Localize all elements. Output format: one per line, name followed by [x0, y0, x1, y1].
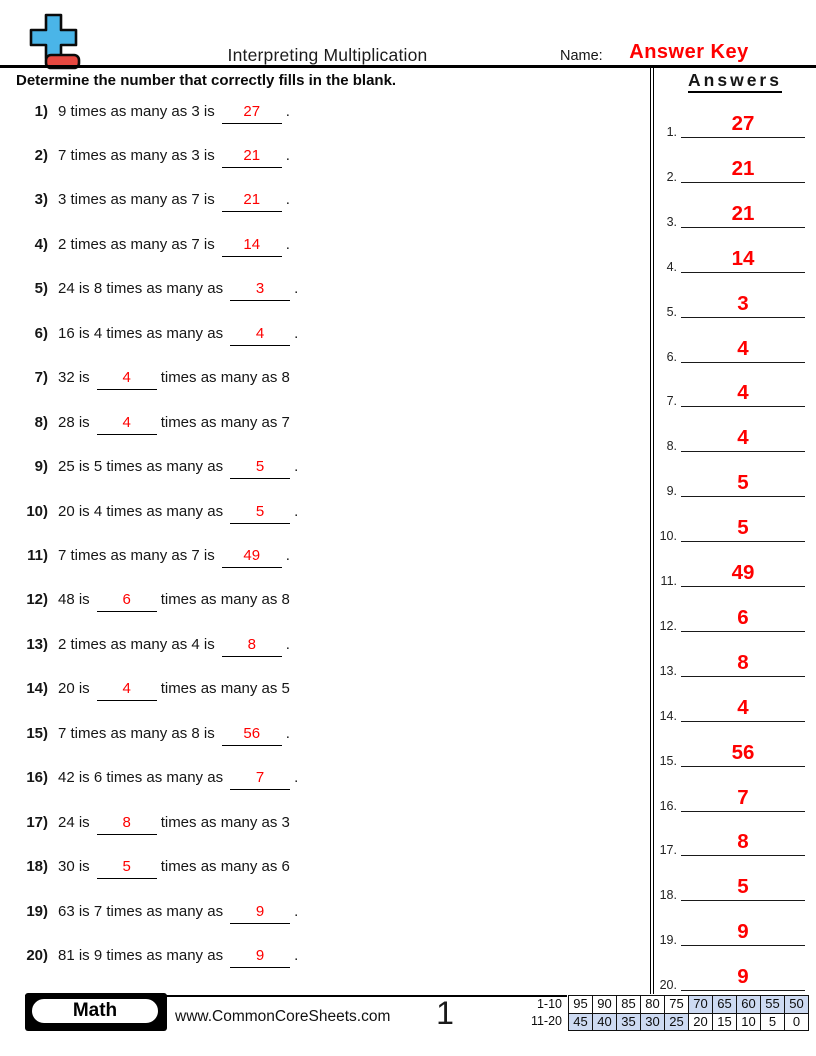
score-range-label: 11-20 — [530, 1014, 562, 1029]
answer-line — [681, 918, 805, 946]
question-row — [0, 190, 640, 212]
answer-blank — [97, 413, 157, 435]
answer-number: 7. — [666, 394, 677, 409]
answer-value: 27 — [731, 112, 755, 135]
answer-number: 19. — [659, 933, 677, 948]
answer-value: 3 — [737, 291, 749, 315]
answer-value: 4 — [737, 381, 749, 405]
answer-blank — [230, 279, 290, 301]
inline-answer-value: 4 — [122, 413, 131, 431]
question-post-text: times as many as 8 — [160, 369, 290, 387]
question-text — [58, 635, 290, 657]
question-number: 19) — [26, 902, 48, 920]
answer-number: 16. — [659, 798, 677, 813]
inline-answer-value: 4 — [255, 324, 265, 342]
question-row — [0, 457, 640, 479]
question-number: 16) — [26, 769, 48, 787]
question-pre-text: 25 is 5 times as many as — [58, 458, 224, 476]
answer-value: 4 — [737, 695, 749, 719]
question-pre-text: 16 is 4 times as many as — [58, 324, 224, 342]
question-row — [0, 679, 640, 701]
question-pre-text: 20 is 4 times as many as — [58, 502, 224, 520]
score-cell: 80 — [641, 996, 665, 1014]
inline-answer-value: 5 — [122, 858, 131, 876]
question-number: 11) — [27, 547, 48, 564]
question-number: 14) — [26, 680, 48, 698]
answer-blank — [222, 724, 282, 746]
answer-value: 21 — [731, 201, 755, 225]
question-post-text: times as many as 6 — [160, 858, 290, 876]
inline-answer-value: 4 — [122, 680, 131, 698]
answer-row — [655, 873, 807, 901]
answer-number: 5. — [666, 304, 677, 319]
score-cell: 45 — [569, 1013, 593, 1031]
answer-value: 4 — [737, 426, 749, 450]
answer-value: 5 — [737, 516, 749, 540]
question-post-text: . — [294, 769, 299, 787]
answer-blank — [97, 590, 157, 612]
score-cell: 25 — [665, 1013, 689, 1031]
answer-row — [655, 335, 807, 363]
answer-value: 7 — [737, 785, 749, 809]
answer-row — [655, 963, 807, 991]
answers-panel-title — [660, 70, 810, 91]
question-post-text: . — [285, 635, 290, 653]
question-number: 17) — [26, 813, 48, 831]
answer-blank — [222, 635, 282, 657]
answer-value: 56 — [731, 740, 755, 764]
answer-value: 49 — [731, 561, 755, 584]
score-cell: 15 — [713, 1013, 737, 1031]
question-post-text: . — [285, 146, 290, 164]
answer-value: 8 — [737, 830, 749, 854]
answer-value: 9 — [737, 920, 749, 944]
question-post-text: times as many as 8 — [160, 591, 290, 609]
score-table-wrap — [500, 995, 809, 1031]
answer-line — [681, 379, 805, 407]
question-text — [58, 146, 290, 168]
answer-line — [681, 784, 805, 812]
question-post-text: . — [285, 235, 290, 253]
answer-blank — [230, 324, 290, 346]
answer-row — [655, 110, 807, 138]
question-number: 6) — [34, 324, 48, 342]
question-number: 7) — [34, 369, 48, 387]
inline-answer-value: 21 — [243, 191, 261, 209]
answer-row — [655, 200, 807, 228]
inline-answer-value: 9 — [255, 947, 265, 965]
answer-line — [681, 424, 805, 452]
answer-line — [681, 828, 805, 856]
question-text — [58, 590, 290, 612]
answer-line — [681, 290, 805, 318]
answer-line — [681, 694, 805, 722]
question-number: 15) — [26, 724, 48, 742]
answer-number: 18. — [659, 888, 677, 903]
question-pre-text: 7 times as many as 3 is — [58, 146, 215, 164]
inline-answer-value: 8 — [122, 813, 131, 831]
answer-line — [681, 110, 805, 138]
question-pre-text: 32 is — [58, 369, 90, 387]
answer-row — [655, 245, 807, 273]
answer-blank — [97, 679, 157, 701]
answer-number: 6. — [666, 349, 677, 364]
inline-answer-value: 14 — [243, 235, 261, 253]
answer-value: 8 — [737, 650, 749, 674]
instruction-text: Determine the number that correctly fills in the blank. — [16, 72, 397, 89]
inline-answer-value: 6 — [122, 591, 131, 609]
question-text — [58, 324, 298, 346]
question-post-text: . — [285, 547, 290, 564]
question-pre-text: 28 is — [58, 413, 90, 431]
answer-number: 9. — [666, 484, 677, 499]
inline-answer-value: 3 — [255, 280, 265, 298]
subject-label: Math — [30, 997, 160, 1025]
answer-line — [681, 873, 805, 901]
answer-line — [681, 604, 805, 632]
inline-answer-value: 56 — [243, 724, 261, 742]
inline-answer-value: 8 — [247, 635, 256, 653]
question-number: 8) — [34, 413, 48, 431]
question-number: 20) — [26, 947, 48, 965]
question-row — [0, 813, 640, 835]
answer-row — [655, 694, 807, 722]
question-pre-text: 7 times as many as 8 is — [58, 724, 215, 742]
answer-line — [681, 963, 805, 991]
question-number: 2) — [34, 146, 48, 164]
answer-number: 15. — [659, 753, 677, 768]
score-cell: 70 — [689, 996, 713, 1014]
answer-line — [681, 649, 805, 677]
answer-number: 10. — [659, 529, 677, 544]
question-row — [0, 768, 640, 790]
answer-blank — [222, 235, 282, 257]
question-text — [58, 679, 290, 701]
question-text — [58, 724, 290, 746]
answer-blank — [97, 857, 157, 879]
question-number: 18) — [26, 858, 48, 876]
answer-blank — [97, 368, 157, 390]
answer-row — [655, 918, 807, 946]
score-cell: 55 — [761, 996, 785, 1014]
answer-number: 4. — [666, 259, 677, 274]
inline-answer-value: 7 — [255, 769, 265, 787]
answer-number: 11. — [660, 574, 677, 588]
answer-value: 6 — [737, 605, 749, 629]
question-pre-text: 2 times as many as 7 is — [58, 235, 215, 253]
question-text — [58, 413, 290, 435]
question-pre-text: 9 times as many as 3 is — [58, 102, 215, 120]
score-cell: 65 — [713, 996, 737, 1014]
question-pre-text: 63 is 7 times as many as — [58, 902, 224, 920]
inline-answer-value: 5 — [255, 458, 265, 476]
inline-answer-value: 27 — [243, 102, 261, 120]
score-cell: 95 — [569, 996, 593, 1014]
question-post-text: . — [294, 947, 299, 965]
score-cell: 60 — [737, 996, 761, 1014]
question-pre-text: 7 times as many as 7 is — [58, 547, 215, 564]
answer-number: 12. — [659, 618, 677, 633]
question-row — [0, 102, 640, 124]
answer-number: 20. — [659, 978, 677, 993]
answer-number: 3. — [666, 214, 677, 229]
question-row — [0, 590, 640, 612]
question-number: 10) — [26, 502, 48, 520]
answer-line — [681, 469, 805, 497]
score-cell: 85 — [617, 996, 641, 1014]
question-text — [58, 902, 298, 924]
answer-blank — [230, 457, 290, 479]
question-post-text: times as many as 3 — [160, 813, 290, 831]
question-pre-text: 81 is 9 times as many as — [58, 947, 224, 965]
answer-value: 14 — [731, 246, 755, 270]
answer-row — [655, 784, 807, 812]
question-text — [58, 279, 298, 301]
answer-blank — [230, 946, 290, 968]
score-table-row — [500, 996, 809, 1014]
score-table — [500, 995, 809, 1031]
answer-blank — [222, 146, 282, 168]
answer-row — [655, 828, 807, 856]
answer-value: 9 — [737, 965, 749, 989]
question-row — [0, 413, 640, 435]
answer-blank — [230, 768, 290, 790]
score-cell: 90 — [593, 996, 617, 1014]
inline-answer-value: 49 — [243, 547, 261, 564]
question-text — [58, 502, 298, 524]
answer-line — [681, 155, 805, 183]
answer-number: 1. — [666, 125, 677, 139]
answer-row — [655, 379, 807, 407]
question-row — [0, 857, 640, 879]
answer-row — [655, 424, 807, 452]
page-title: Interpreting Multiplication — [227, 45, 428, 65]
question-number: 13) — [26, 635, 48, 653]
answer-line — [681, 559, 805, 587]
question-row — [0, 724, 640, 746]
answer-value: 5 — [737, 471, 749, 495]
inline-answer-value: 9 — [255, 902, 265, 920]
inline-answer-value: 4 — [122, 369, 131, 387]
question-row — [0, 502, 640, 524]
question-pre-text: 42 is 6 times as many as — [58, 769, 224, 787]
answer-line — [681, 335, 805, 363]
question-row — [0, 368, 640, 390]
score-cell: 50 — [785, 996, 809, 1014]
question-pre-text: 24 is — [58, 813, 90, 831]
question-text — [58, 946, 298, 968]
answer-blank — [222, 190, 282, 212]
question-text — [58, 546, 290, 568]
question-pre-text: 30 is — [58, 858, 90, 876]
answer-row — [655, 290, 807, 318]
answer-row — [655, 514, 807, 542]
question-post-text: . — [294, 502, 299, 520]
score-cell: 30 — [641, 1013, 665, 1031]
question-row — [0, 146, 640, 168]
question-post-text: . — [294, 324, 299, 342]
question-number: 3) — [34, 191, 48, 209]
answer-blank — [97, 813, 157, 835]
answer-blank — [230, 902, 290, 924]
answer-number: 13. — [659, 663, 677, 678]
question-post-text: . — [294, 902, 299, 920]
inline-answer-value: 21 — [243, 146, 261, 164]
question-number: 5) — [34, 280, 48, 298]
inline-answer-value: 5 — [255, 502, 265, 520]
question-post-text: . — [285, 191, 290, 209]
question-post-text: . — [294, 280, 299, 298]
question-pre-text: 20 is — [58, 680, 90, 698]
score-cell: 40 — [593, 1013, 617, 1031]
score-cell: 0 — [785, 1013, 809, 1031]
name-label: Name: — [560, 48, 603, 64]
answer-blank — [222, 546, 282, 568]
question-post-text: . — [294, 458, 299, 476]
answer-value: 4 — [737, 336, 749, 360]
score-table-row — [500, 1013, 809, 1031]
answer-blank — [230, 502, 290, 524]
answer-value: 5 — [737, 875, 749, 899]
question-post-text: . — [285, 724, 290, 742]
answer-number: 14. — [659, 708, 677, 723]
question-text — [58, 813, 290, 835]
answer-key-text: Answer Key — [629, 41, 749, 63]
question-number: 12) — [26, 591, 48, 609]
question-pre-text: 24 is 8 times as many as — [58, 280, 224, 298]
question-number: 1) — [34, 102, 48, 120]
answer-line — [681, 200, 805, 228]
score-cell: 10 — [737, 1013, 761, 1031]
answer-line — [681, 245, 805, 273]
answer-number: 2. — [666, 169, 677, 184]
question-number: 9) — [34, 458, 48, 476]
answer-number: 8. — [666, 439, 677, 454]
answer-row — [655, 604, 807, 632]
score-cell: 75 — [665, 996, 689, 1014]
answer-number: 17. — [659, 843, 677, 858]
question-pre-text: 48 is — [58, 591, 90, 609]
answer-row — [655, 469, 807, 497]
question-pre-text: 2 times as many as 4 is — [58, 635, 215, 653]
question-text — [58, 235, 290, 257]
answer-row — [655, 649, 807, 677]
question-row — [0, 902, 640, 924]
score-cell: 35 — [617, 1013, 641, 1031]
question-number: 4) — [34, 235, 48, 253]
question-text — [58, 190, 290, 212]
question-text — [58, 768, 298, 790]
page-number: 1 — [436, 995, 454, 1031]
subject-badge — [25, 993, 167, 1031]
answers-panel-title-text: Answers — [688, 70, 782, 93]
website-url: www.CommonCoreSheets.com — [175, 1008, 391, 1025]
question-row — [0, 235, 640, 257]
answer-row — [655, 155, 807, 183]
answer-row — [655, 739, 807, 767]
score-cell: 5 — [761, 1013, 785, 1031]
question-text — [58, 102, 290, 124]
question-row — [0, 546, 640, 568]
question-post-text: . — [285, 102, 290, 120]
question-row — [0, 324, 640, 346]
answer-value: 21 — [731, 156, 755, 180]
score-cell: 20 — [689, 1013, 713, 1031]
answer-blank — [222, 102, 282, 124]
answer-line — [681, 739, 805, 767]
question-row — [0, 635, 640, 657]
header-divider — [0, 65, 816, 68]
question-post-text: times as many as 7 — [160, 413, 290, 431]
question-text — [58, 368, 290, 390]
question-text — [58, 857, 290, 879]
answer-line — [681, 514, 805, 542]
question-pre-text: 3 times as many as 7 is — [58, 191, 215, 209]
answer-row — [655, 559, 807, 587]
question-post-text: times as many as 5 — [160, 680, 290, 698]
score-range-label: 1-10 — [536, 996, 562, 1011]
question-row — [0, 279, 640, 301]
answers-panel-divider — [650, 67, 654, 994]
question-text — [58, 457, 298, 479]
question-row — [0, 946, 640, 968]
